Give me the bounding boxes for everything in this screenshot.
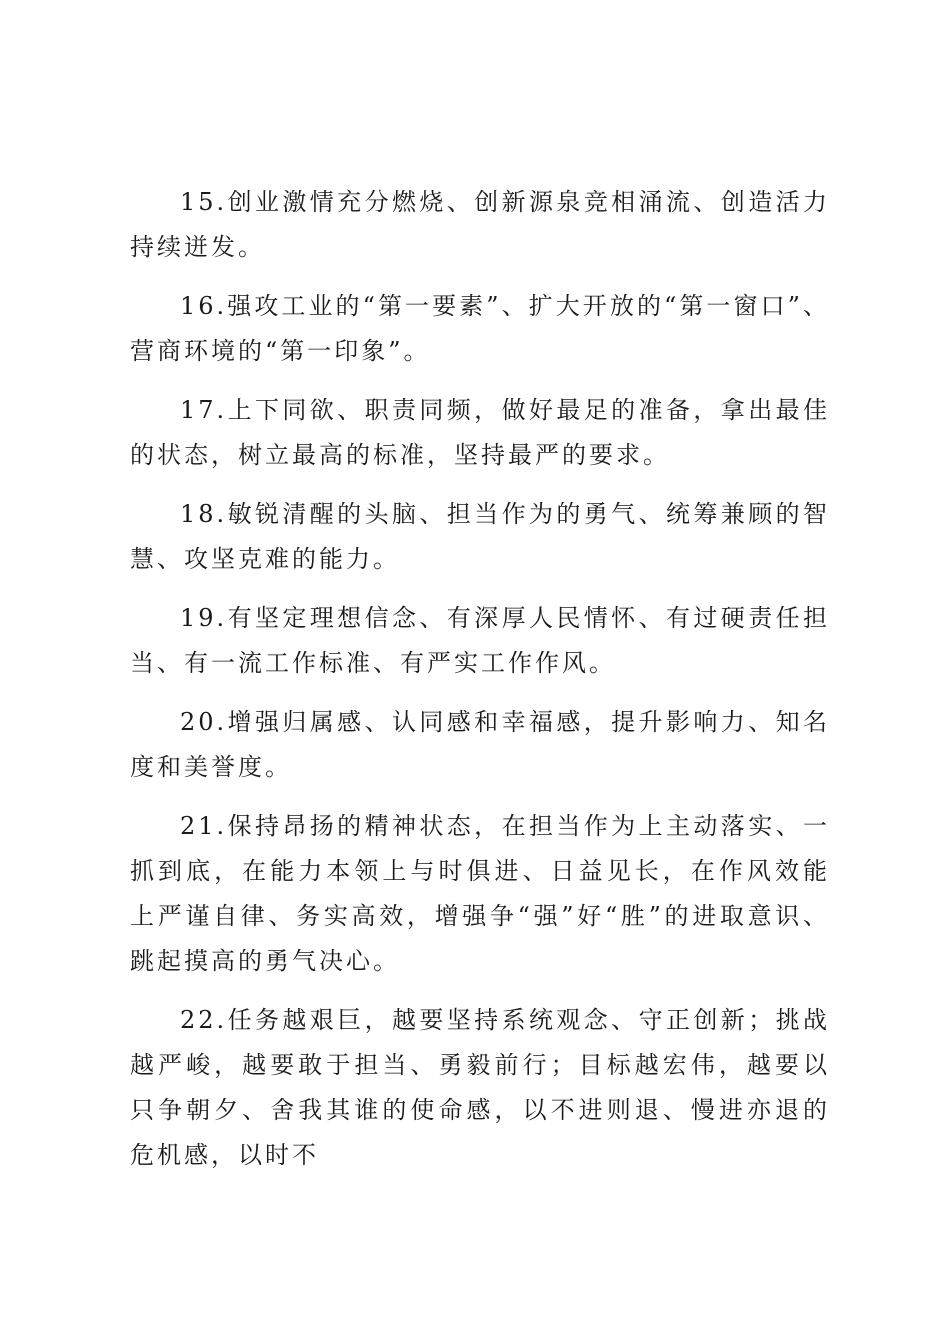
paragraph-21: 21.保持昂扬的精神状态，在担当作为上主动落实、一抓到底，在能力本领上与时俱进、日益见长，在作风效能上严谨自律、务实高效，增强争“强”好“胜”的进取意识、跳起摸高的勇气决心。	[130, 812, 830, 975]
paragraph-18: 18.敏锐清醒的头脑、担当作为的勇气、统筹兼顾的智慧、攻坚克难的能力。	[130, 500, 830, 573]
paragraph-19: 19.有坚定理想信念、有深厚人民情怀、有过硬责任担当、有一流工作标准、有严实工作作风。	[130, 604, 830, 677]
paragraph-22: 22.任务越艰巨，越要坚持系统观念、守正创新；挑战越严峻，越要敢于担当、勇毅前行；目标越宏伟，越要以只争朝夕、舍我其谁的使命感，以不进则退、慢进亦退的危机感，以时不	[130, 1006, 830, 1169]
paragraph-15: 15.创业激情充分燃烧、创新源泉竞相涌流、创造活力持续迸发。	[130, 188, 830, 261]
paragraph-20: 20.增强归属感、认同感和幸福感，提升影响力、知名度和美誉度。	[130, 708, 830, 781]
paragraph-17: 17.上下同欲、职责同频，做好最足的准备，拿出最佳的状态，树立最高的标准，坚持最严的要求。	[130, 396, 830, 469]
paragraph-16: 16.强攻工业的“第一要素”、扩大开放的“第一窗口”、营商环境的“第一印象”。	[130, 292, 830, 365]
document-body	[130, 180, 830, 1192]
